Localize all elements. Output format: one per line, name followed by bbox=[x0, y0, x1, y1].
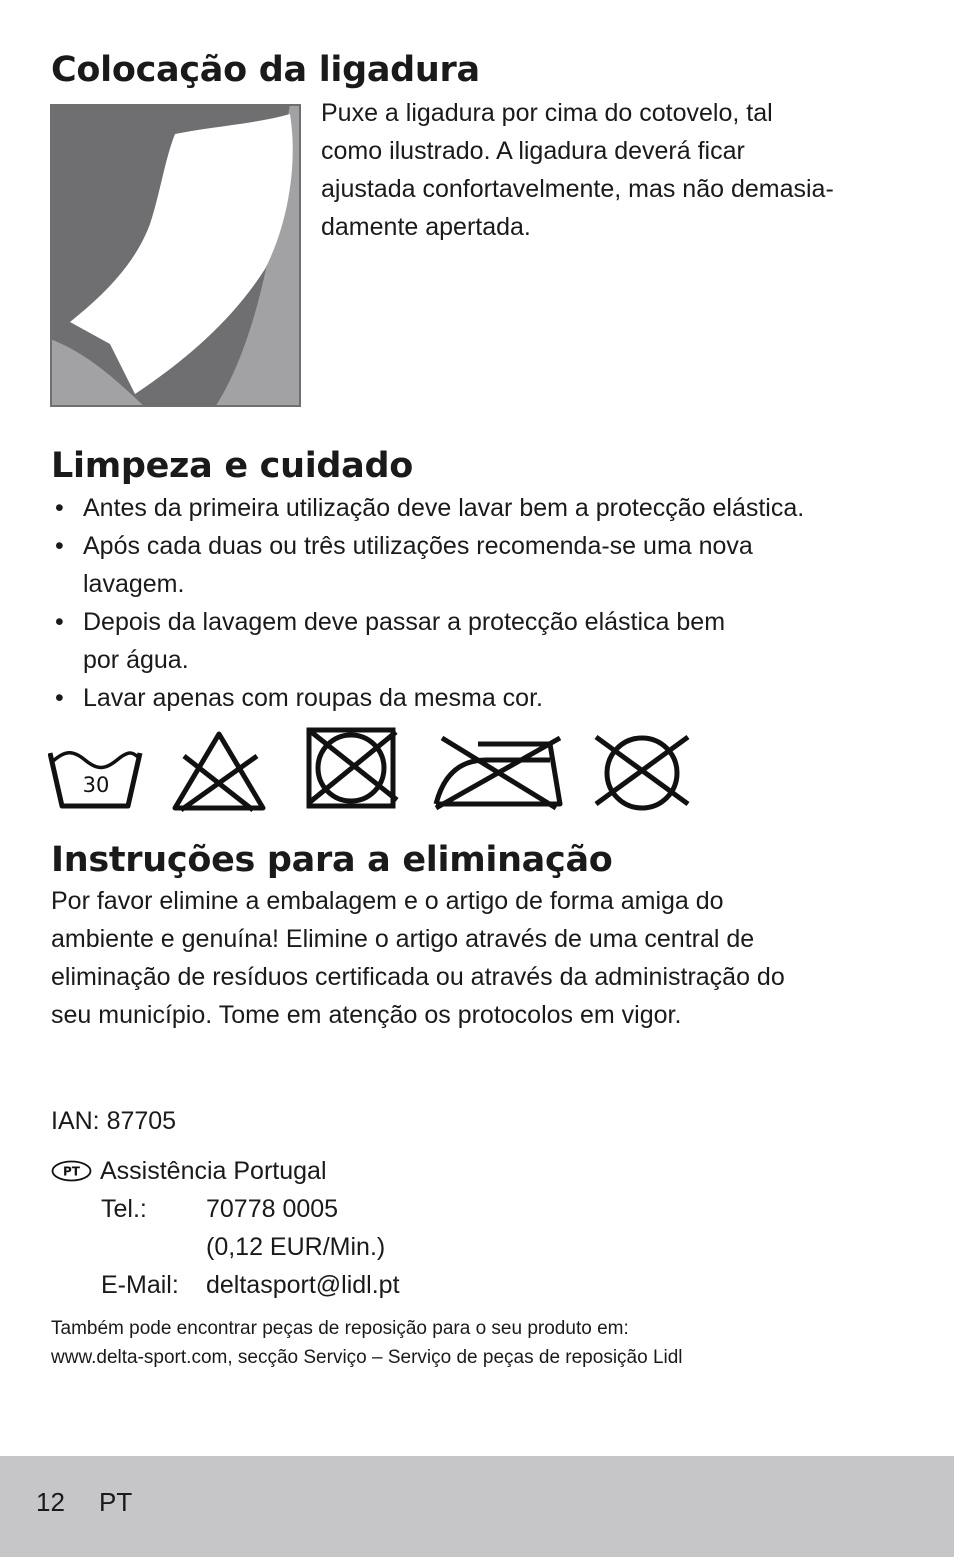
spare-parts-line: Também pode encontrar peças de reposição para o seu produto em: bbox=[51, 1318, 629, 1339]
wash-temperature-label: 30 bbox=[82, 773, 110, 797]
bullet: • bbox=[55, 532, 64, 560]
bullet: • bbox=[55, 608, 64, 636]
tel-value[interactable]: 70778 0005 bbox=[206, 1195, 339, 1223]
spare-parts-line: www.delta-sport.com, secção Serviço – Serviço de peças de reposição Lidl bbox=[51, 1347, 683, 1368]
tel-label: Tel.: bbox=[101, 1195, 147, 1223]
section-title-disposal: Instruções para a eliminação bbox=[51, 840, 613, 880]
care-list bbox=[51, 489, 931, 717]
bullet: • bbox=[55, 684, 64, 712]
elbow-bandage-illustration bbox=[50, 104, 301, 407]
no-tumble-dry-icon bbox=[309, 730, 397, 806]
wash-30-icon bbox=[50, 753, 140, 806]
list-item bbox=[51, 489, 931, 527]
section-title-care: Limpeza e cuidado bbox=[51, 446, 413, 486]
ian-number: IAN: 87705 bbox=[51, 1107, 177, 1135]
bullet: • bbox=[55, 494, 64, 522]
tel-rate: (0,12 EUR/Min.) bbox=[206, 1233, 386, 1261]
disposal-line: seu município. Tome em atenção os protocolos em vigor. bbox=[51, 1001, 682, 1029]
list-item bbox=[51, 603, 931, 679]
email-value[interactable]: deltasport@lidl.pt bbox=[206, 1271, 400, 1299]
no-iron-icon bbox=[436, 738, 560, 808]
list-item-line: Lavar apenas com roupas da mesma cor. bbox=[83, 684, 543, 712]
country-badge-label: PT bbox=[63, 1164, 80, 1179]
no-dry-clean-icon bbox=[596, 737, 688, 808]
section-title-placement: Colocação da ligadura bbox=[51, 50, 480, 90]
service-title: Assistência Portugal bbox=[100, 1157, 327, 1185]
placement-text bbox=[321, 94, 911, 246]
placement-line: damente apertada. bbox=[321, 213, 531, 241]
service-block bbox=[51, 1152, 651, 1304]
placement-line: como ilustrado. A ligadura deverá ficar bbox=[321, 137, 745, 165]
list-item bbox=[51, 679, 931, 717]
language-code: PT bbox=[99, 1487, 133, 1517]
disposal-line: eliminação de resíduos certificada ou através da administração do bbox=[51, 963, 785, 991]
list-item bbox=[51, 527, 931, 603]
list-item-line: Depois da lavagem deve passar a protecção elástica bem bbox=[83, 608, 726, 636]
service-rate-row bbox=[51, 1228, 651, 1266]
disposal-line: Por favor elimine a embalagem e o artigo de forma amiga do bbox=[51, 887, 724, 915]
email-label: E-Mail: bbox=[101, 1271, 179, 1299]
disposal-line: ambiente e genuína! Elimine o artigo através de uma central de bbox=[51, 925, 755, 953]
list-item-line: Após cada duas ou três utilizações recomenda-se uma nova bbox=[83, 532, 753, 560]
list-item-line: por água. bbox=[83, 646, 189, 674]
list-item-line: lavagem. bbox=[83, 570, 185, 598]
disposal-text bbox=[51, 882, 921, 1034]
page-number: 12 bbox=[36, 1487, 65, 1517]
placement-line: ajustada confortavelmente, mas não demasia- bbox=[321, 175, 834, 203]
page-footer bbox=[0, 1456, 954, 1557]
service-tel-row bbox=[51, 1190, 651, 1228]
service-title-row bbox=[51, 1152, 651, 1190]
list-item-line: Antes da primeira utilização deve lavar bem a protecção elástica. bbox=[83, 494, 805, 522]
service-email-row bbox=[51, 1266, 651, 1304]
country-badge-icon bbox=[51, 1160, 92, 1182]
care-symbols bbox=[48, 722, 698, 814]
spare-parts-note bbox=[51, 1314, 911, 1372]
placement-line: Puxe a ligadura por cima do cotovelo, tal bbox=[321, 99, 773, 127]
no-bleach-icon bbox=[175, 734, 263, 810]
